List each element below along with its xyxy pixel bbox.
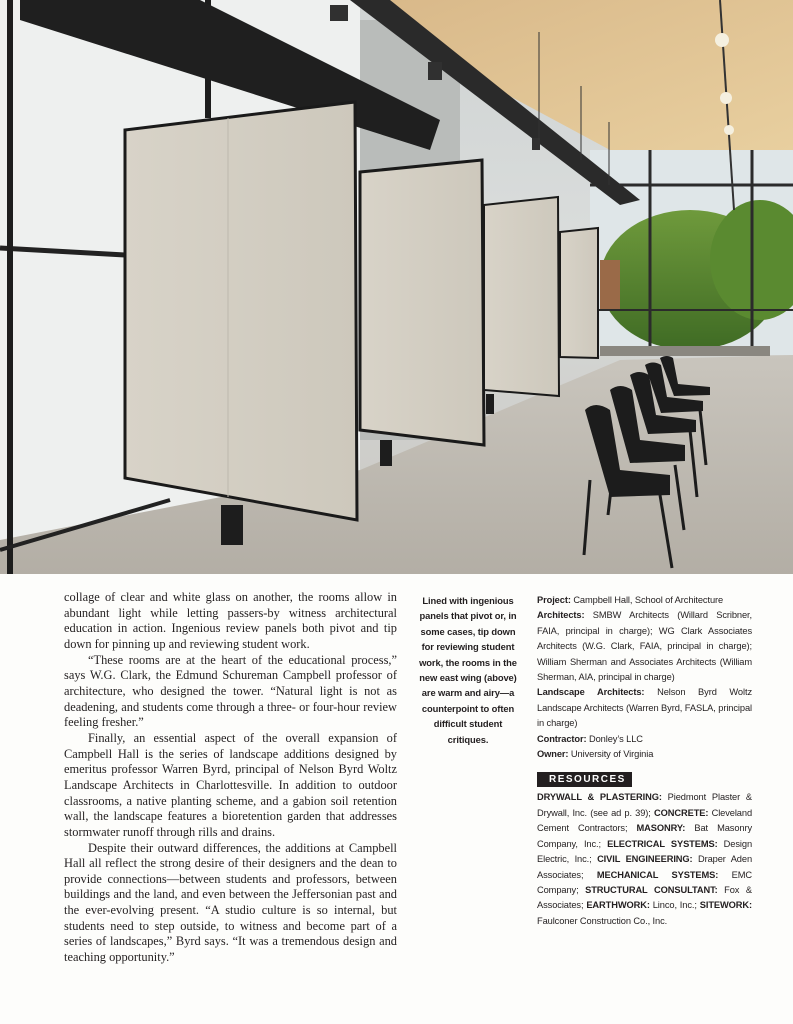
- project-credits: [537, 593, 752, 929]
- resource-label: SITEWORK:: [699, 900, 753, 911]
- resource-value: Fox & Associates;: [537, 884, 752, 911]
- credit-project: [537, 593, 752, 608]
- resource-value: Draper Aden Associates;: [537, 854, 753, 880]
- article-body: [64, 590, 397, 966]
- credit-project-value: Campbell Hall, School of Architecture: [573, 595, 724, 605]
- resource-value: Bat Masonry Company, Inc.;: [537, 823, 753, 849]
- credit-owner: [537, 747, 752, 762]
- resource-value: Piedmont Plaster & Drywall, Inc. (see ad p. 39);: [537, 792, 752, 818]
- credit-owner-value: University of Virginia: [570, 749, 654, 760]
- resource-value: Design Electric, Inc.;: [537, 838, 753, 865]
- credit-landscape-label: Landscape Architects:: [537, 687, 645, 698]
- resources-list: [537, 790, 752, 929]
- resource-label: CIVIL ENGINEERING:: [597, 854, 693, 865]
- resource-value: Linco, Inc.;: [652, 900, 697, 911]
- credit-contractor-value: Donley’s LLC: [589, 733, 643, 744]
- article-paragraph-3: Finally, an essential aspect of the overall expansion of Campbell Hall is the series of landscape additions designed by emeritus professor Warren Byrd, principal of Nelson Byrd Woltz Landscape Architects in Charlottesville. In addition to outdoor classrooms, a native planting scheme, and a gabion soil retention wall, the landscape features a bioretention garden that addresses stormwater runoff through rills and drains.: [64, 730, 397, 839]
- resource-value: Faulconer Construction Co., Inc.: [537, 915, 668, 926]
- resource-label: EARTHWORK:: [586, 900, 650, 911]
- resource-label: MASONRY:: [636, 823, 686, 834]
- resource-value: EMC Company;: [537, 869, 753, 895]
- credit-contractor: [537, 732, 752, 747]
- credit-contractor-label: Contractor:: [537, 733, 587, 744]
- article-paragraph-4: Despite their outward differences, the additions at Campbell Hall all reflect the strong desire of their designers and the dean to provide connections—between students and professors, between buildings and the land, and even between the Jeffersonian past and the ever-evolving present. “A studio culture is so internal, but students need to step outside, to witness and become part of a series of landscapes,” Byrd says. “It was a tremendous design and teaching opportunity.”: [64, 840, 397, 965]
- credit-owner-label: Owner:: [537, 749, 569, 760]
- article-paragraph-1: collage of clear and white glass on another, the rooms allow in abundant light while letting passers-by witness architectural education in action. Ingenious review panels both pivot and tip down for pinning up and reviewing student work.: [64, 590, 397, 651]
- resource-label: CONCRETE:: [654, 807, 709, 818]
- resource-value: Cleveland Cement Contractors;: [537, 807, 753, 834]
- credit-architects-value: SMBW Architects (Willard Scribner, FAIA, principal in charge); WG Clark Associates Architects (W.G. Clark, FAIA, principal in charge); William Sherman and Associates Architects (William Sherman, AIA, principal in charge): [537, 610, 753, 683]
- credit-landscape: [537, 685, 752, 731]
- article-paragraph-2: “These rooms are at the heart of the educational process,” says W.G. Clark, the Edmund Schureman Campbell professor of architecture, who designed the tower. “Natural light is not as deadening, and students come through a three- or four-hour review feeling fresher.”: [64, 652, 397, 730]
- credit-architects: [537, 608, 752, 685]
- resource-label: DRYWALL & PLASTERING:: [537, 792, 662, 803]
- credit-architects-label: Architects:: [537, 610, 585, 621]
- resources-heading: RESOURCES: [537, 772, 632, 787]
- credit-landscape-value: Nelson Byrd Woltz Landscape Architects (Warren Byrd, FASLA, principal in charge): [537, 687, 752, 729]
- resource-label: STRUCTURAL CONSULTANT:: [585, 884, 718, 895]
- resource-label: MECHANICAL SYSTEMS:: [596, 869, 719, 880]
- resource-label: ELECTRICAL SYSTEMS:: [607, 838, 718, 849]
- photo-caption: Lined with ingenious panels that pivot or, in some cases, tip down for reviewing student work, the rooms in the new east wing (above) are warm and airy—a counterpoint to often difficult student critiques.: [419, 595, 517, 745]
- credit-project-label: Project:: [537, 595, 571, 605]
